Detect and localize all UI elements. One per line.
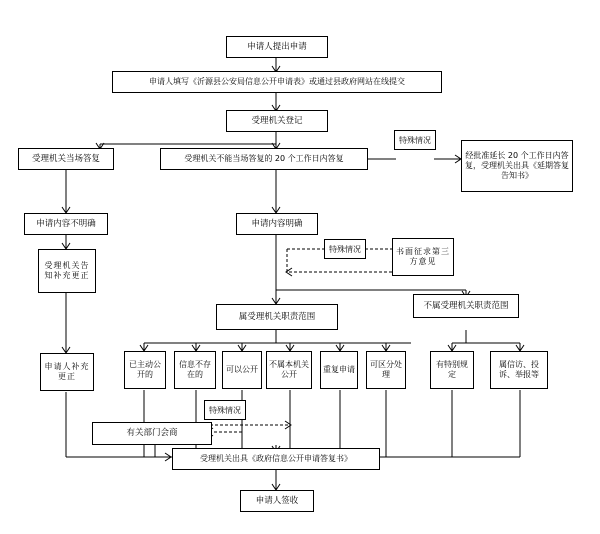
- node-register: 受理机关登记: [226, 110, 328, 132]
- node-within-duty: 属受理机关职责范围: [216, 304, 338, 330]
- node-answer-20-days: 受理机关不能当场答复的 20 个工作日内答复: [160, 148, 368, 170]
- node-content-unclear: 申请内容不明确: [24, 213, 108, 235]
- node-petition-complaint: 属信访、投诉、举报等: [490, 351, 548, 389]
- node-info-not-exist: 信息不存在的: [174, 351, 216, 389]
- node-applicant-submit: 申请人提出申请: [226, 36, 328, 58]
- node-outside-duty: 不属受理机关职责范围: [413, 294, 519, 318]
- node-special-regulation: 有特别规定: [430, 351, 474, 389]
- node-department-consult: 有关部门会商: [92, 422, 212, 445]
- node-applicant-supplement: 申请人补充更正: [40, 353, 94, 391]
- node-separable-handling: 可区分处理: [366, 351, 406, 389]
- node-notify-supplement: 受理机关告知补充更正: [38, 249, 96, 293]
- node-third-party-opinion: 书面征求第三方意见: [392, 238, 454, 276]
- node-not-this-agency: 不属本机关公开: [266, 351, 312, 389]
- label-special-case-3: 特殊情况: [204, 400, 246, 420]
- node-can-publish: 可以公开: [222, 351, 262, 389]
- node-content-clear: 申请内容明确: [236, 213, 318, 235]
- node-already-public: 已主动公开的: [124, 351, 166, 389]
- node-answer-onsite: 受理机关当场答复: [18, 148, 114, 170]
- node-issue-reply: 受理机关出具《政府信息公开申请答复书》: [172, 448, 380, 470]
- node-fill-form: 申请人填写《沂源县公安局信息公开申请表》或通过县政府网站在线提交: [112, 71, 442, 93]
- label-special-case-1: 特殊情况: [394, 130, 436, 150]
- node-applicant-receipt: 申请人签收: [240, 490, 314, 512]
- node-extension-notice: 经批准延长 20 个工作日内答复，受理机关出具《延期答复告知书》: [461, 140, 573, 192]
- node-repeat-request: 重复申请: [320, 351, 358, 389]
- label-special-case-2: 特殊情况: [324, 239, 366, 259]
